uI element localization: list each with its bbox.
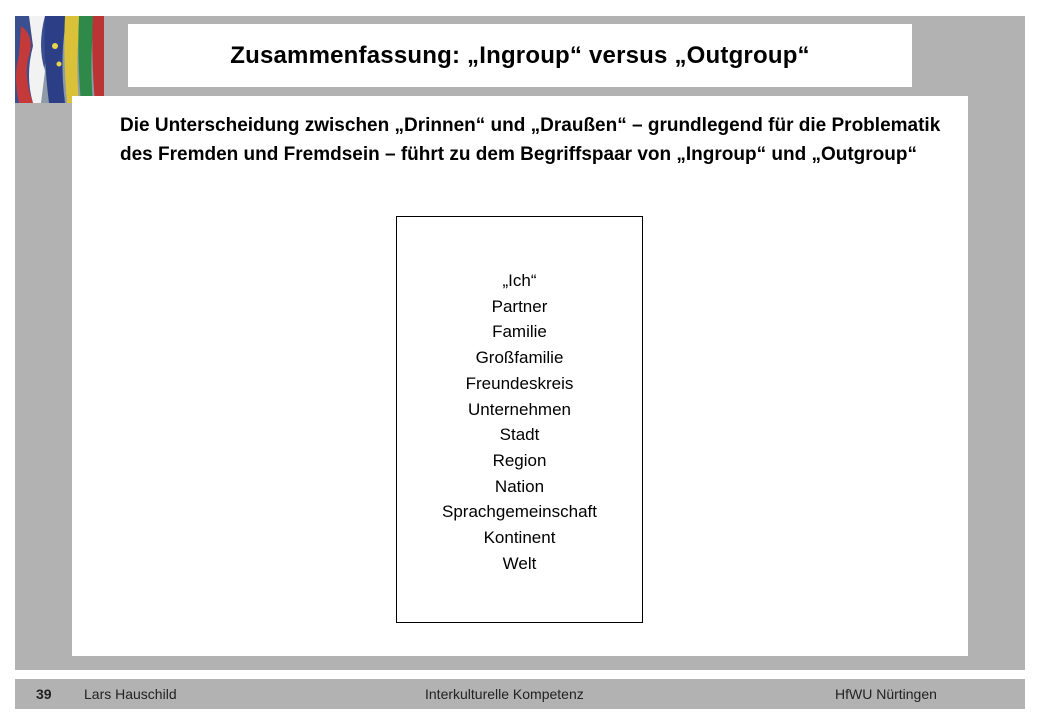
footer-bar (15, 679, 1025, 709)
title-box (128, 24, 912, 87)
group-level-item: Unternehmen (467, 399, 571, 419)
footer-course: Interkulturelle Kompetenz (425, 686, 584, 702)
flags-image (15, 16, 104, 103)
intro-text: Die Unterscheidung zwischen „Drinnen“ und „Draußen“ – grundlegend für die Problematik des Fremden und Fremdsein – führt zu dem Begriffspaar von „Ingroup“ und „Outgroup“ (120, 115, 941, 165)
footer-author: Lars Hauschild (84, 686, 177, 702)
group-level-item: Freundeskreis (465, 373, 574, 393)
group-level-item: Kontinent (483, 528, 556, 548)
group-level-item: Großfamilie (475, 348, 564, 368)
slide-title: Zusammenfassung: „Ingroup“ versus „Outgroup“ (230, 41, 810, 69)
group-level-item: Partner (491, 296, 548, 316)
group-level-item: Familie (492, 322, 547, 342)
footer-institution: HfWU Nürtingen (835, 686, 937, 702)
content-panel (72, 96, 968, 656)
group-level-item: Sprachgemeinschaft (442, 502, 597, 522)
page-number: 39 (36, 686, 52, 702)
group-level-item: Nation (494, 476, 545, 496)
group-level-item: Welt (502, 553, 537, 573)
group-level-item: Stadt (499, 425, 540, 445)
group-level-item: „Ich“ (502, 271, 537, 290)
group-level-item: Region (492, 450, 547, 470)
group-levels-box (396, 216, 643, 623)
group-levels-list (397, 268, 642, 576)
